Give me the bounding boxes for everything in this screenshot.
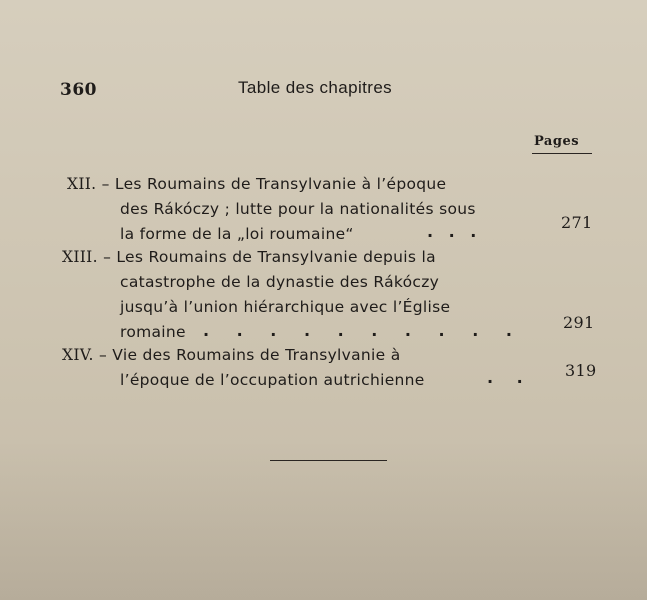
chapter-title-line: catastrophe de la dynastie des Rákóczy	[120, 273, 440, 291]
dot-leader: . .	[487, 368, 523, 387]
page-reference: 319	[565, 361, 597, 380]
page-shadow	[0, 440, 647, 600]
dot-leader: . . . . . . . . . .	[203, 321, 512, 340]
page-reference: 271	[561, 213, 593, 232]
page-reference: 291	[563, 313, 595, 332]
chapter-title-line: – Les Roumains de Transylvanie à l’époque	[101, 175, 447, 193]
chapter-title-line: des Rákóczy ; lutte pour la nationalités sous	[120, 200, 476, 218]
dot-leader: . . .	[427, 222, 477, 241]
pages-header-rule	[532, 153, 592, 154]
chapter-title-line: romaine	[120, 323, 186, 341]
toc-entry-line	[62, 248, 436, 266]
chapter-title-line: – Les Roumains de Transylvanie depuis la	[103, 248, 436, 266]
page-number: 360	[60, 80, 97, 100]
chapter-title-line: la forme de la „loi roumaine“	[120, 225, 354, 243]
chapter-number: XII.	[67, 175, 97, 193]
chapter-title-line: jusqu’à l’union hiérarchique avec l’Église	[120, 298, 451, 316]
chapter-number: XIV.	[62, 346, 94, 364]
toc-entry-line	[67, 175, 446, 193]
chapter-title-line: l’époque de l’occupation autrichienne	[120, 371, 425, 389]
end-rule	[270, 460, 387, 461]
running-title: Table des chapitres	[238, 78, 393, 97]
toc-entry-line	[62, 346, 401, 364]
chapter-title-line: – Vie des Roumains de Transylvanie à	[99, 346, 401, 364]
pages-column-header: Pages	[534, 134, 580, 149]
chapter-number: XIII.	[62, 248, 98, 266]
